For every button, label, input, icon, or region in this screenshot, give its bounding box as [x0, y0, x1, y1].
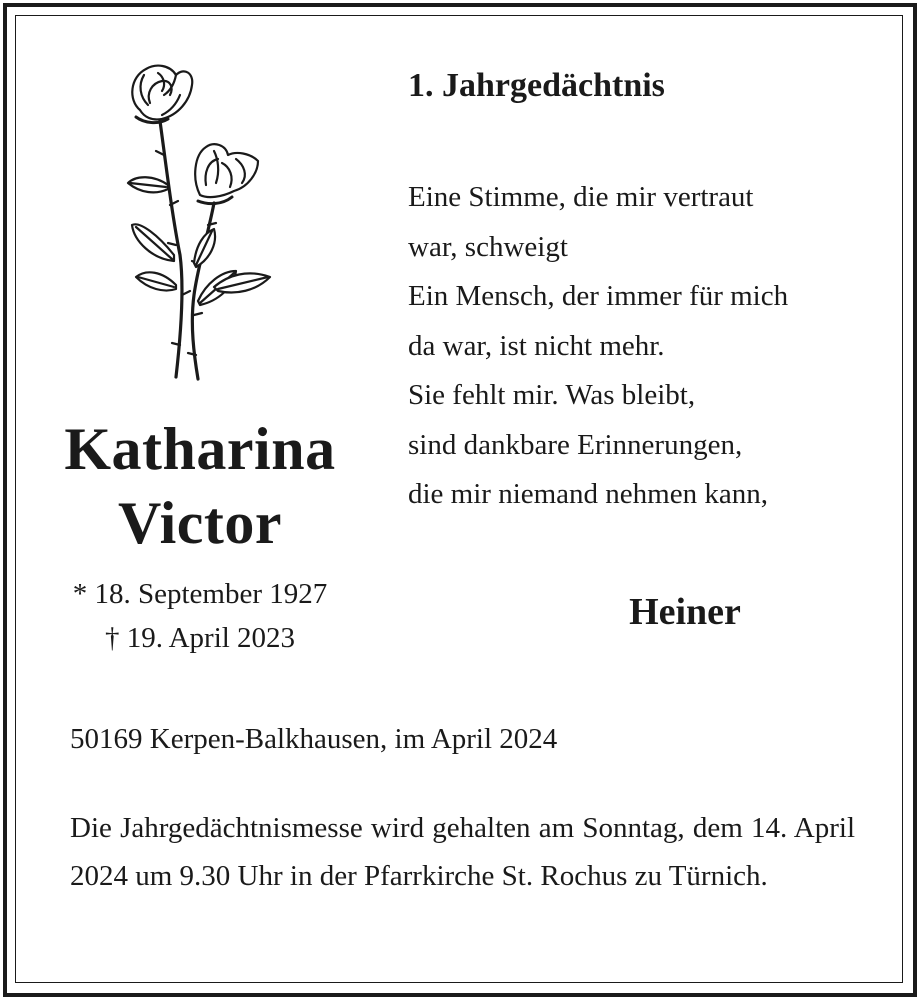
signature: Heiner: [629, 591, 741, 633]
poem-line: Eine Stimme, die mir vertraut: [408, 181, 754, 213]
poem-line: die mir niemand nehmen kann,: [408, 478, 768, 510]
first-name: Katharina: [64, 416, 336, 482]
mass-notice: Die Jahrgedächtnismesse wird gehalten am Sonntag, dem 14. April 2024 um 9.30 Uhr in der Pfarrkirche St. Rochus zu Türnich.: [70, 812, 855, 892]
deceased-name: [40, 412, 360, 560]
poem-line: Sie fehlt mir. Was bleibt,: [408, 379, 696, 411]
notice-title: 1. Jahrgedächtnis: [408, 67, 665, 104]
rose-illustration: [118, 55, 283, 385]
poem-line: war, schweigt: [408, 230, 568, 263]
last-name: Victor: [117, 490, 282, 556]
life-dates: [40, 572, 360, 660]
birth-date: * 18. September 1927: [72, 578, 328, 610]
poem-line: sind dankbare Erinnerungen,: [408, 428, 743, 461]
place-and-date: 50169 Kerpen-Balkhausen, im April 2024: [70, 723, 558, 755]
poem-line: da war, ist nicht mehr.: [408, 329, 665, 362]
death-date: † 19. April 2023: [104, 622, 296, 654]
poem: [408, 173, 878, 520]
poem-line: Ein Mensch, der immer für mich: [408, 280, 789, 312]
